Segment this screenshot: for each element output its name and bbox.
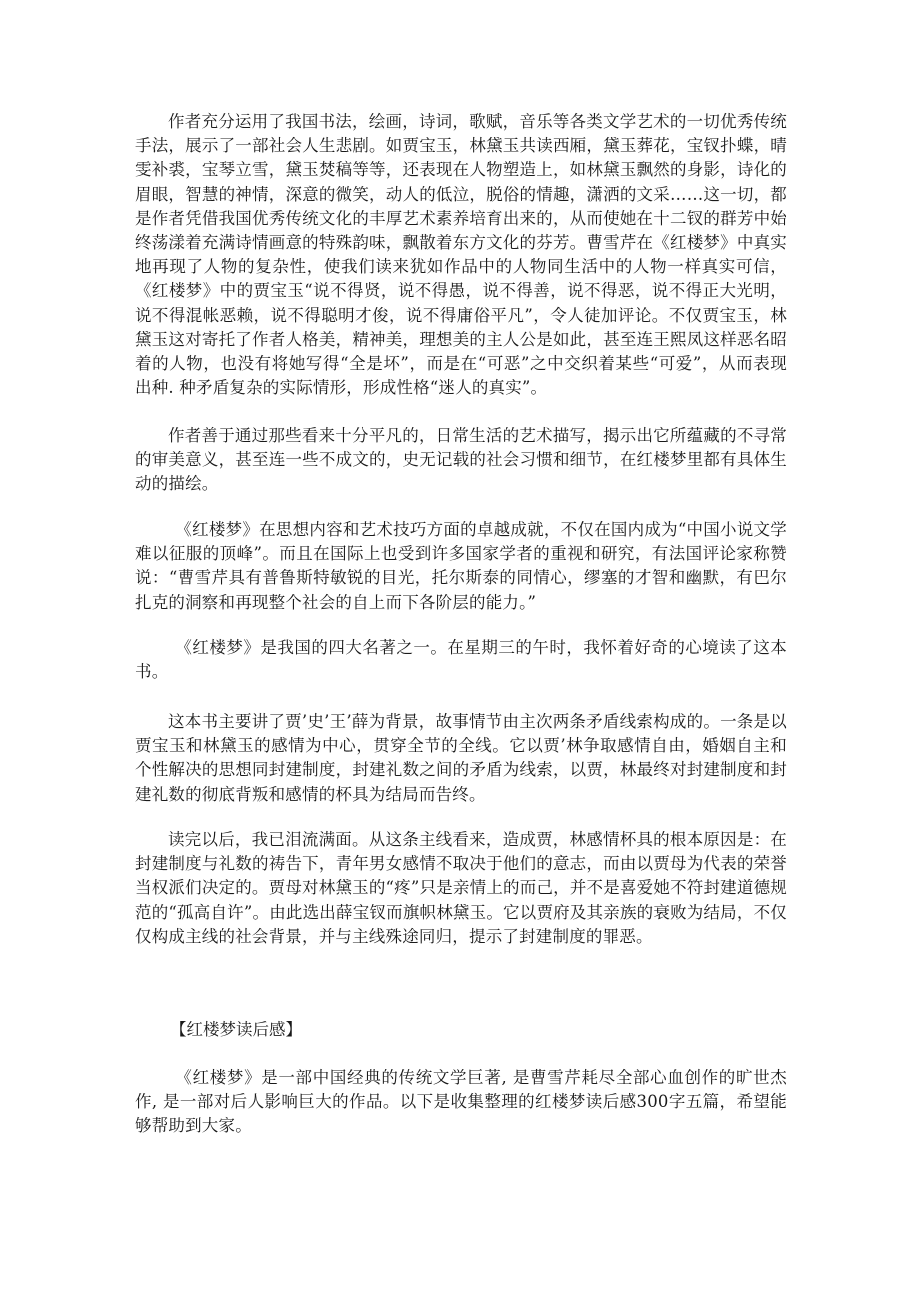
paragraph-plot-summary: 这本书主要讲了贾’史’王’薛为背景，故事情节由主次两条矛盾线索构成的。一条是以贾宝玉和林黛玉的感情为中心，贯穿全节的全线。它以贾’林争取感情自由，婚姻自主和个性解决的思想同封建制度，封建礼数之间的矛盾为线索，以贾，林最终对封建制度和封建礼数的彻底背叛和感情的杯具为结局而告终。 xyxy=(135,712,787,804)
paragraph-daily-life-depiction: 作者善于通过那些看来十分平凡的，日常生活的艺术描写，揭示出它所蕴藏的不寻常的审美意义，甚至连一些不成文的，史无记载的社会习惯和细节，在红楼梦里都有具体生动的描绘。 xyxy=(135,426,787,494)
paragraph-reflection: 读完以后，我已泪流满面。从这条主线看来，造成贾，林感情杯具的根本原因是：在封建制度与礼数的祷告下，青年男女感情不取决于他们的意志，而由以贾母为代表的荣誉当权派们决定的。贾母对林黛玉的“疼”只是亲情上的而己，并不是喜爱她不符封建道德规范的“孤高自许”。由此选出薛宝钗而旗帜林黛玉。它以贾府及其亲族的衰败为结局，不仅仅构成主线的社会背景，并与主线殊途同归，提示了封建制度的罪恶。 xyxy=(135,830,787,946)
section-heading: 【红楼梦读后感】 xyxy=(170,1020,302,1039)
paragraph-international-acclaim: 《红楼梦》在思想内容和艺术技巧方面的卓越成就，不仅在国内成为“中国小说文学难以征服的顶峰”。而且在国际上也受到许多国家学者的重视和研究，有法国评论家称赞说：“曹雪芹具有普鲁斯特敏锐的目光，托尔斯泰的同情心，缪塞的才智和幽默，有巴尔扎克的洞察和再现整个社会的自上而下各阶层的能力。” xyxy=(135,520,787,612)
paragraph-four-classics: 《红楼梦》是我国的四大名著之一。在星期三的午时，我怀着好奇的心境读了这本书。 xyxy=(135,638,787,682)
paragraph-artistic-techniques: 作者充分运用了我国书法，绘画，诗词，歌赋，音乐等各类文学艺术的一切优秀传统手法，展示了一部社会人生悲剧。如贾宝玉，林黛玉共读西厢，黛玉葬花，宝钗扑蝶，晴雯补裘，宝琴立雪，黛玉焚稿等等，还表现在人物塑造上，如林黛玉飘然的身影，诗化的眉眼，智慧的神情，深意的微笑，动人的低泣，脱俗的情趣，潇洒的文采……这一切，都是作者凭借我国优秀传统文化的丰厚艺术素养培育出来的，从而使她在十二钗的群芳中始终荡漾着充满诗情画意的特殊韵味，飘散着东方文化的芬芳。曹雪芹在《红楼梦》中真实地再现了人物的复杂性，使我们读来犹如作品中的人物同生活中的人物一样真实可信，《红楼梦》中的贾宝玉“说不得贤，说不得愚，说不得善，说不得恶，说不得正大光明，说不得混帐恶赖，说不得聪明才俊，说不得庸俗平凡”，令人徒加评论。不仅贾宝玉，林黛玉这对寄托了作者人格美，精神美，理想美的主人公是如此，甚至连王熙凤这样恶名昭着的人物，也没有将她写得“全是坏”，而是在“可恶”之中交织着某些“可爱”，从而表现出种. 种矛盾复杂的实际情形，形成性格“迷人的真实”。 xyxy=(135,112,787,398)
paragraph-intro: 《红楼梦》是一部中国经典的传统文学巨著, 是曹雪芹耗尽全部心血创作的旷世杰作, 是一部对后人影响巨大的作品。以下是收集整理的红楼梦读后感300字五篇，希望能够帮助到大家。 xyxy=(135,1068,787,1136)
